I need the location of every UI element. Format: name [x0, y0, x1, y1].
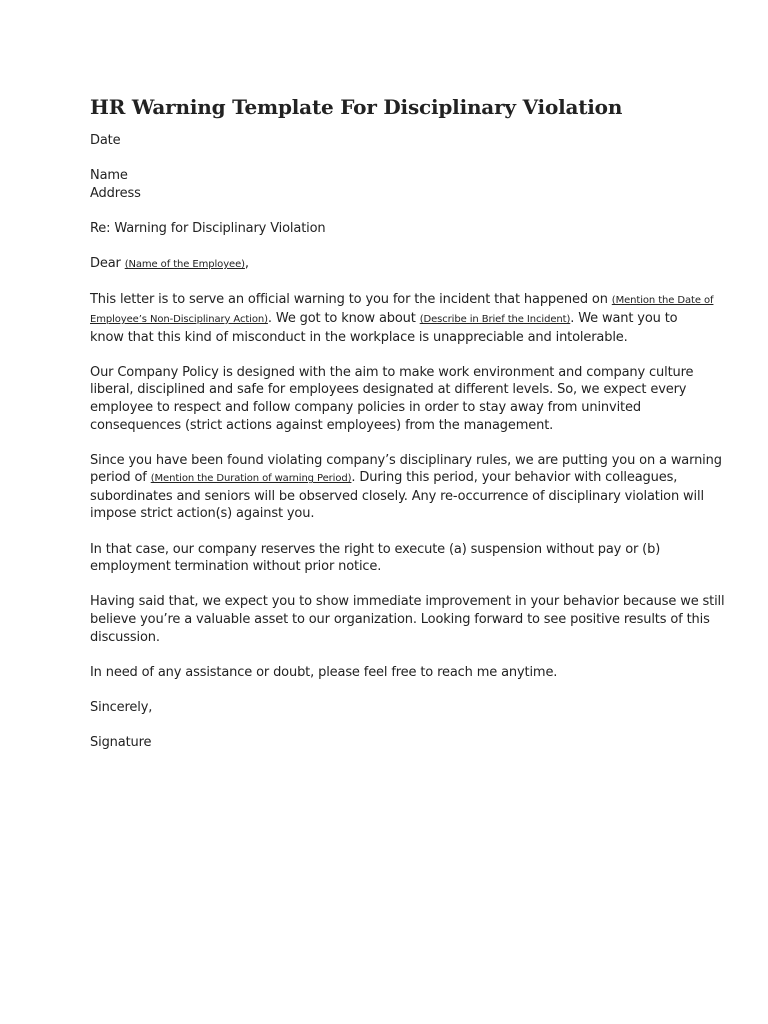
name-line: Name [90, 168, 128, 184]
salutation-comma: , [244, 256, 249, 272]
incident-date-placeholder: (Mention the Date of [611, 295, 714, 307]
paragraph-line: In that case, our company reserves the right to execute (a) suspension without pay or (b) [90, 541, 661, 557]
employee-name-placeholder: (Name of the Employee) [124, 259, 245, 271]
date-line: Date [90, 133, 121, 148]
closing [90, 699, 690, 717]
paragraph-text: . During this period, your behavior with colleagues, [351, 470, 678, 486]
paragraph-line: Having said that, we expect you to show immediate improvement in your behavior because we still [90, 594, 725, 610]
paragraph-line: employment termination without prior notice. [90, 559, 382, 575]
letter-body [90, 92, 725, 752]
spacer [90, 150, 690, 168]
paragraph-assistance [90, 664, 690, 682]
incident-description-placeholder: (Describe in Brief the Incident) [419, 313, 571, 325]
subject-line: Re: Warning for Disciplinary Violation [90, 220, 326, 236]
paragraph-line: consequences (strict actions against employees) from the management. [90, 417, 554, 433]
paragraph-line: Since you have been found violating company’s disciplinary rules, we are putting you on a warning [90, 452, 722, 468]
address-line: Address [90, 185, 141, 201]
salutation-dear: Dear [90, 256, 125, 272]
paragraph-line: In need of any assistance or doubt, please feel free to reach me anytime. [90, 664, 558, 680]
paragraph-text: . We got to know about [267, 310, 420, 326]
page-title: HR Warning Template For Disciplinary Violation [90, 95, 623, 119]
paragraph-improvement [90, 593, 725, 646]
spacer [90, 238, 690, 256]
spacer [90, 202, 690, 220]
paragraph-text: know that this kind of misconduct in the workplace is unappreciable and intolerable. [90, 329, 628, 345]
paragraph-text: . We want you to [570, 310, 678, 326]
paragraph-line: Our Company Policy is designed with the aim to make work environment and company culture [90, 364, 694, 380]
paragraph-line: impose strict action(s) against you. [90, 506, 315, 522]
incident-date-placeholder-cont: Employee’s Non-Disciplinary Action) [90, 313, 268, 325]
paragraph-line: subordinates and seniors will be observed closely. Any re-occurrence of disciplinary violation will [90, 488, 704, 504]
warning-duration-placeholder: (Mention the Duration of warning Period) [150, 473, 352, 485]
paragraph-warning-period [90, 452, 722, 523]
paragraph-line: employee to respect and follow company policies in order to stay away from uninvited [90, 399, 641, 415]
paragraph-text: This letter is to serve an official warning to you for the incident that happened on [90, 292, 612, 308]
paragraph-policy [90, 364, 694, 434]
paragraph-line: believe you’re a valuable asset to our organization. Looking forward to see positive results of this [90, 612, 710, 628]
paragraph-incident [90, 291, 714, 346]
paragraph-text: period of [90, 470, 151, 486]
paragraph-line: liberal, disciplined and safe for employees designated at different levels. So, we expect every [90, 382, 687, 398]
salutation [90, 255, 690, 274]
closing-line: Sincerely, [90, 700, 153, 715]
signature-line: Signature [90, 735, 152, 751]
paragraph-consequences [90, 541, 690, 576]
paragraph-line: discussion. [90, 629, 160, 645]
